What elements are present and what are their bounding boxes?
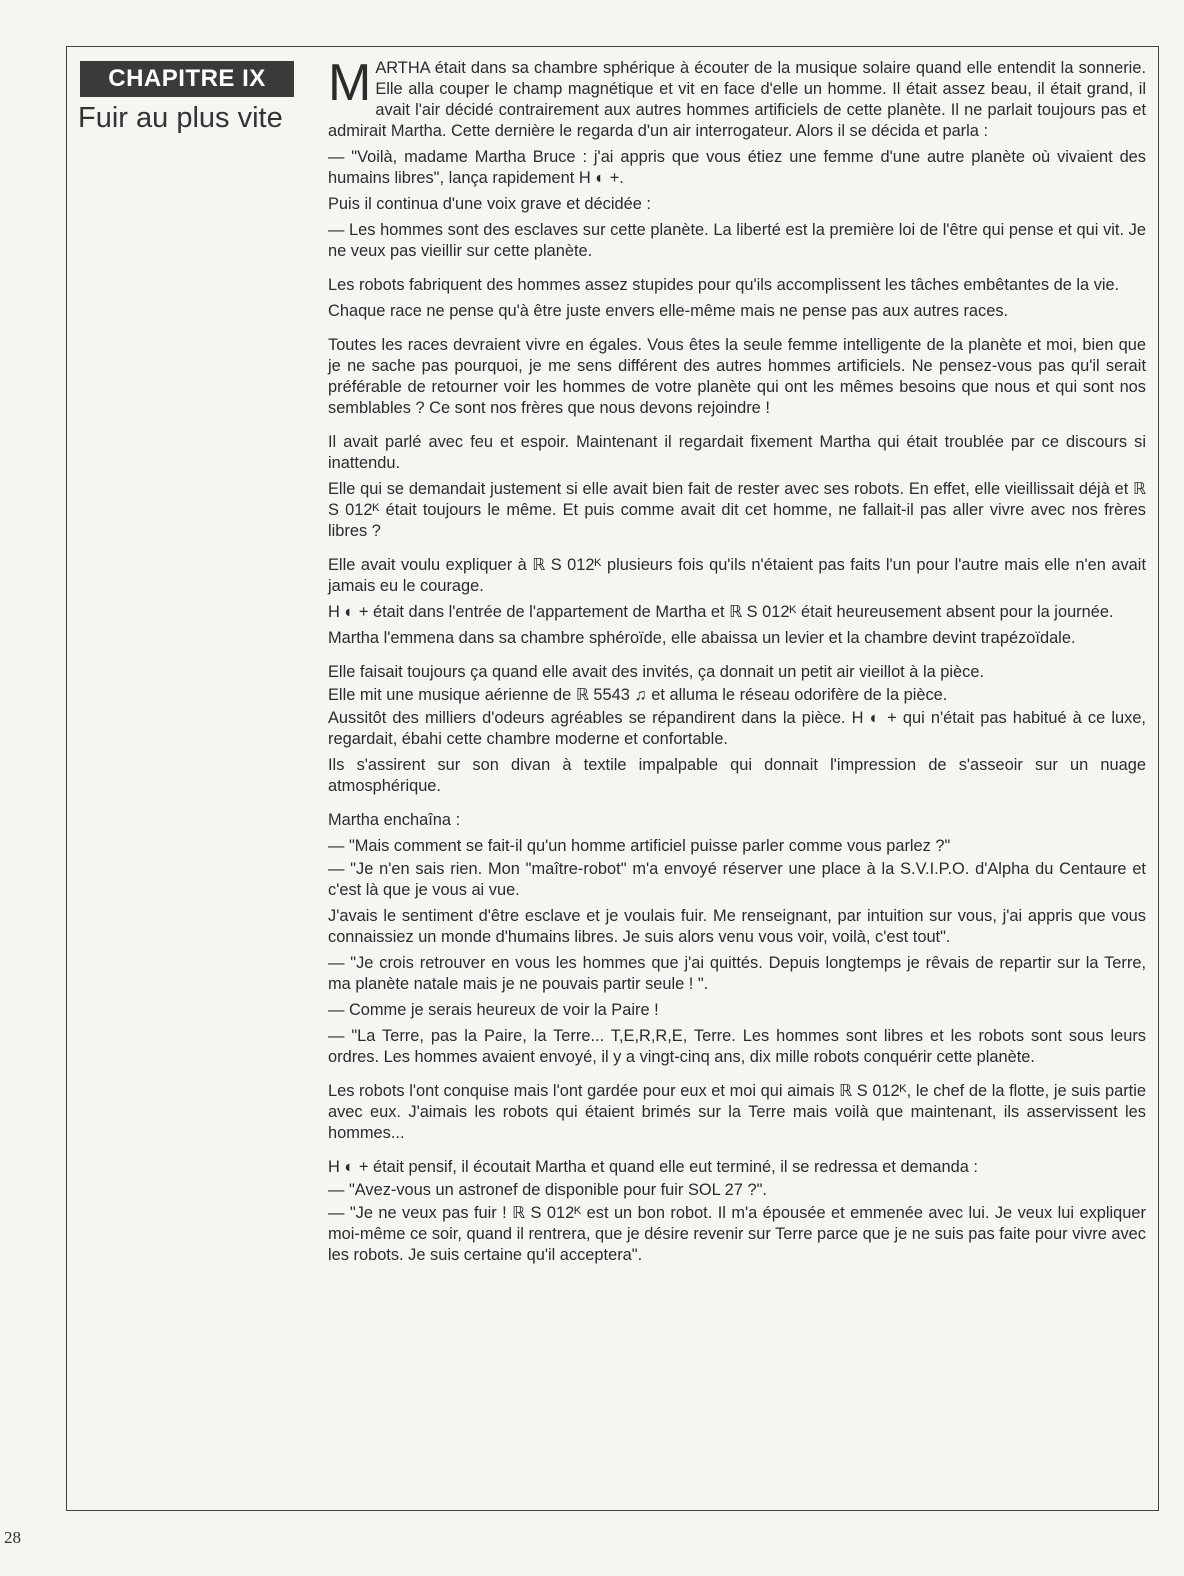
chapter-title: Fuir au plus vite	[78, 102, 283, 134]
paragraph: Elle mit une musique aérienne de ℝ 5543 ♫ et alluma le réseau odorifère de la pièce.	[328, 686, 948, 704]
paragraph: Martha enchaîna :	[328, 811, 461, 829]
paragraph: Elle qui se demandait justement si elle avait bien fait de rester avec ses robots. En effet, elle vieillissait déjà et ℝ S 012ᴷ était toujours le même. Et puis comme avait dit cet homme, ne fallait-il pas aller vivre avec nos frères libres ?	[328, 480, 1146, 540]
story-text	[328, 54, 1146, 1271]
drop-cap: M	[328, 54, 372, 112]
paragraph	[328, 54, 1146, 142]
paragraph: — Comme je serais heureux de voir la Paire !	[328, 1001, 659, 1019]
paragraph: Elle faisait toujours ça quand elle avait des invités, ça donnait un petit air vieillot à la pièce.	[328, 663, 985, 681]
paragraph: Les robots l'ont conquise mais l'ont gardée pour eux et moi qui aimais ℝ S 012ᴷ, le chef de la flotte, je suis partie avec eux. J'aimais les robots qui étaient brimés sur la Terre mais voilà que maintenant, ils asservissent les hommes...	[328, 1082, 1146, 1142]
paragraph: Toutes les races devraient vivre en égales. Vous êtes la seule femme intelligente de la planète et moi, bien que je ne sache pas pourquoi, je me sens différent des autres hommes artificiels. Ne pensez-vous pas qu'il serait préférable de retourner voir les hommes de votre planète qui ont les mêmes besoins que nous et qui sont nos semblables ? Ce sont nos frères que nous devons rejoindre !	[328, 336, 1146, 417]
page-number: 28	[4, 1528, 21, 1547]
paragraph: H ◐ + était dans l'entrée de l'appartement de Martha et ℝ S 012ᴷ était heureusement absent pour la journée.	[328, 603, 1114, 621]
paragraph: Aussitôt des milliers d'odeurs agréables se répandirent dans la pièce. H ◐ + qui n'était pas habitué à ce luxe, regardait, ébahi cette chambre moderne et confortable.	[328, 709, 1146, 748]
paragraph: — "Voilà, madame Martha Bruce : j'ai appris que vous étiez une femme d'une autre planète où vivaient des humains libres", lança rapidement H ◐ +.	[328, 148, 1146, 187]
paragraph: Martha l'emmena dans sa chambre sphéroïde, elle abaissa un levier et la chambre devint trapézoïdale.	[328, 629, 1076, 647]
paragraph-text: ARTHA était dans sa chambre sphérique à écouter de la musique solaire quand elle entendit la sonnerie. Elle alla couper le champ magnétique et vit en face d'elle un homme. Il était assez beau, il était grand, il avait l'air décidé contrairement aux autres hommes artificiels de cette planète. Il ne parlait toujours pas et admirait Martha. Cette dernière le regarda d'un air interrogateur. Alors il se décida et parla :	[328, 59, 1146, 140]
paragraph: Puis il continua d'une voix grave et décidée :	[328, 195, 651, 213]
paragraph: — Les hommes sont des esclaves sur cette planète. La liberté est la première loi de l'être qui pense et qui vit. Je ne veux pas vieillir sur cette planète.	[328, 221, 1146, 260]
paragraph: Ils s'assirent sur son divan à textile impalpable qui donnait l'impression de s'asseoir sur un nuage atmosphérique.	[328, 756, 1146, 795]
paragraph: — "Je n'en sais rien. Mon "maître-robot" m'a envoyé réserver une place à la S.V.I.P.O. d'Alpha du Centaure et c'est là que je vous ai vue.	[328, 860, 1146, 899]
paragraph: Les robots fabriquent des hommes assez stupides pour qu'ils accomplissent les tâches embêtantes de la vie.	[328, 276, 1120, 294]
paragraph: Elle avait voulu expliquer à ℝ S 012ᴷ plusieurs fois qu'ils n'étaient pas faits l'un pour l'autre mais elle n'en avait jamais eu le courage.	[328, 556, 1146, 595]
paragraph: — "Je ne veux pas fuir ! ℝ S 012ᴷ est un bon robot. Il m'a épousée et emmenée avec lui. Je veux lui expliquer moi-même ce soir, quand il rentrera, que je désire revenir sur Terre parce que je ne suis pas faite pour vivre avec les robots. Je suis certaine qu'il acceptera".	[328, 1204, 1146, 1264]
paragraph: — "Mais comment se fait-il qu'un homme artificiel puisse parler comme vous parlez ?"	[328, 837, 951, 855]
paragraph: — "Avez-vous un astronef de disponible pour fuir SOL 27 ?".	[328, 1181, 767, 1199]
paragraph: H ◐ + était pensif, il écoutait Martha et quand elle eut terminé, il se redressa et demanda :	[328, 1158, 978, 1176]
paragraph: Il avait parlé avec feu et espoir. Maintenant il regardait fixement Martha qui était troublée par ce discours si inattendu.	[328, 433, 1146, 472]
chapter-badge: CHAPITRE IX	[80, 61, 294, 97]
paragraph: — "La Terre, pas la Paire, la Terre... T,E,R,R,E, Terre. Les hommes sont libres et les robots sont sous leurs ordres. Les hommes avaient envoyé, il y a vingt-cinq ans, dix mille robots conquérir cette planète.	[328, 1027, 1146, 1066]
paragraph: Chaque race ne pense qu'à être juste envers elle-même mais ne pense pas aux autres races.	[328, 302, 1009, 320]
paragraph: — "Je crois retrouver en vous les hommes que j'ai quittés. Depuis longtemps je rêvais de repartir sur la Terre, ma planète natale mais je ne pouvais partir seule ! ".	[328, 954, 1146, 993]
paragraph: J'avais le sentiment d'être esclave et je voulais fuir. Me renseignant, par intuition sur vous, j'ai appris que vous connaissiez un monde d'humains libres. Je suis alors venu vous voir, voilà, c'est tout".	[328, 907, 1146, 946]
